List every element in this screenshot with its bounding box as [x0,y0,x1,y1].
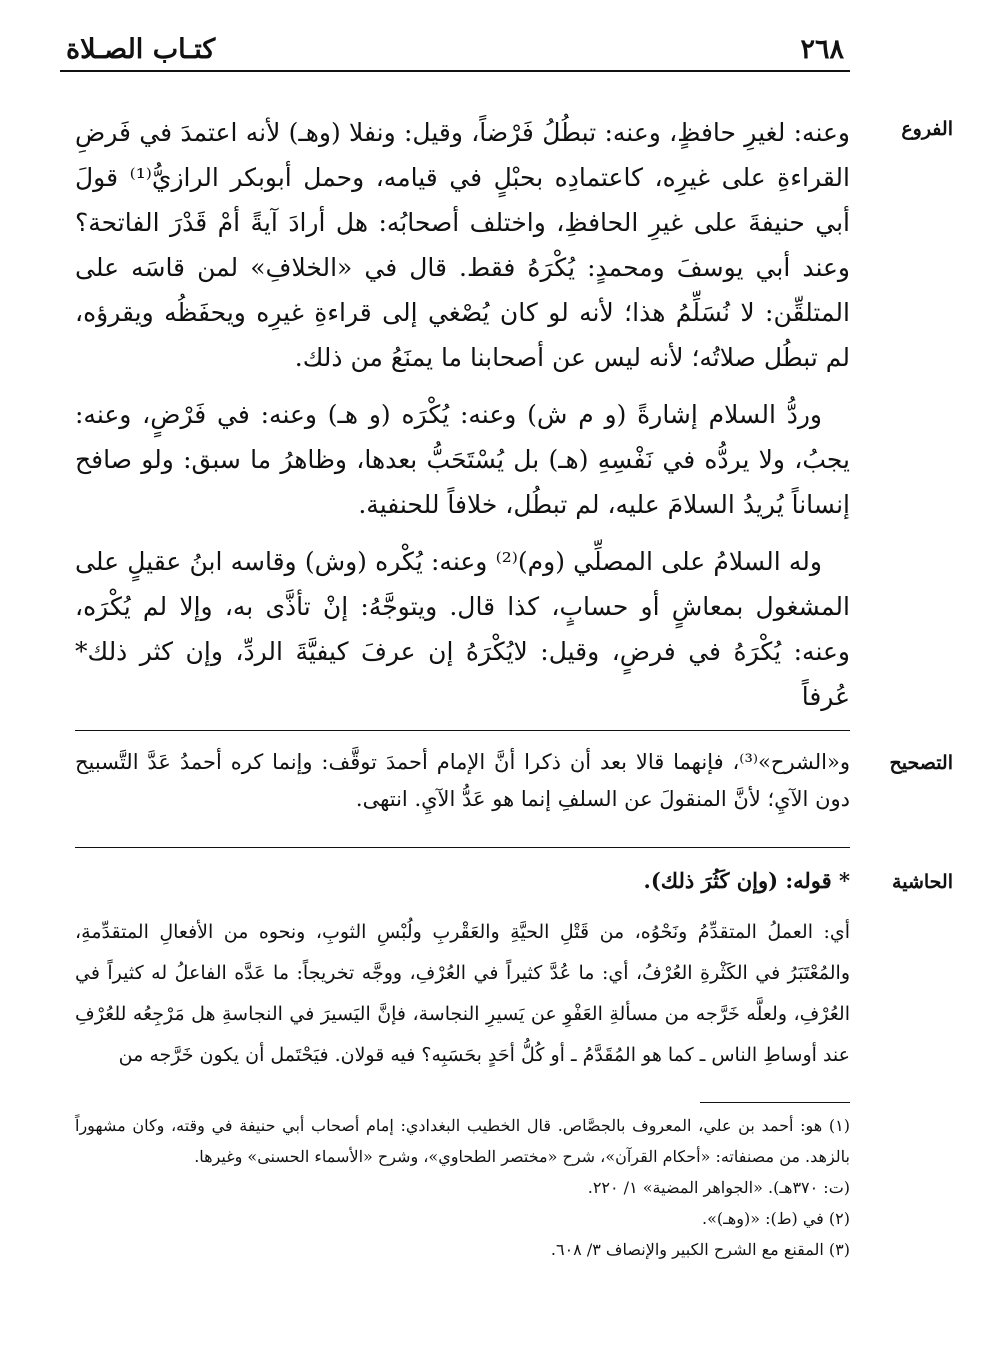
running-header [60,30,850,72]
main-paragraph-3: وله السلامُ على المصلِّي (وم)⁽²⁾ وعنه: يُكْره (وش) وقاسه ابنُ عقيلٍ على المشغول بمعاشٍ أو حسابٍ، كذا قال. ويتوجَّهُ: إنْ تأذَّى به، وإلا لم يُكْرَه، وعنه: يُكْرَهُ في فرضٍ، وقيل: لايُكْرَهُ إن عرفَ كيفيَّةَ الردِّ، وإن كثر ذلك* عُرفاً [75,547,850,711]
footnote-1: (١) هو: أحمد بن علي، المعروف بالجصَّاص. قال الخطيب البغدادي: إمام أصحاب أبي حنيفة في وقته، وكان مشهوراً بالزهد. من مصنفاته: «أحكام القرآن»، شرح «مختصر الطحاوي»، وشرح «الأسماء الحسنى» وغيرها. [75,1116,850,1166]
tashih-text: و«الشرح»⁽³⁾، فإنهما قالا بعد أن ذكرا أنَّ الإمام أحمدَ توقَّف: وإنما كره أحمدُ عَدَّ التَّسبيح دون الآيِ؛ لأنَّ المنقولَ عن السلفِ إنما هو عَدُّ الآيِ. انتهى. [75,750,850,811]
divider-tashih [75,847,850,848]
footnotes [75,1110,850,1265]
footnote-separator [700,1102,850,1103]
label-tashih: التصحيح [889,752,953,774]
main-paragraph-1: وعنه: لغيرِ حافظٍ، وعنه: تبطُلُ فَرْضاً، وقيل: ونفلا (وهـ) لأنه اعتمدَ في فَرضِ القراءةِ على غيرِه، كاعتمادِه بحبْلٍ في قيامه، وحمل أبوبكر الرازيُّ⁽¹⁾ قولَ أبي حنيفةَ على غيرِ الحافظِ، واختلف أصحابُه: هل أرادَ آيةً أمْ قَدْرَ الفاتحة؟ وعند أبي يوسفَ ومحمدٍ: يُكْرَهُ فقط. قال في «الخلافِ» لمن قاسَه على المتلقِّن: لا نُسَلِّمُ هذا؛ لأنه لو كان يُصْغي إلى قراءةِ غيرِه ويحفَظُه ويقرؤه، لم تبطُل صلاتُه؛ لأنه ليس عن أصحابنا ما يمنَعُ من ذلك. [75,118,850,372]
label-hashiya: الحاشية [892,871,953,893]
hashiya-heading: * قوله: (وإن كَثُرَ ذلك). [643,868,850,893]
hashiya-block [75,864,850,1076]
tashih-text-block [75,744,850,818]
book-title: كتـاب الصـلاة [66,34,216,65]
main-text [75,110,850,731]
footnote-1-death-date: (ت: ٣٧٠هـ). «الجواهر المضية» ١/ ٢٢٠. [587,1178,850,1197]
hashiya-text: أي: العملُ المتقدِّمُ ونَحْوُه، من قَتْلِ الحيَّةِ والعَقْربِ ولُبْسِ الثوبِ، ونحوه من الأفعالِ المتقدِّمةِ، والمُعْتَبَرُ في الكَثْرةِ العُرْفُ، أي: ما عُدَّ كثيراً في العُرْفِ، ووجَّه تخريجاً: ما عَدَّه الفاعلُ له كثيراً في العُرْفِ، ولعلَّه خَرَّجه من مسألةِ العَفْوِ عن يَسيرِ النجاسة، فإنَّ اليَسيرَ في النجاسةِ هل مَرْجِعُه للعُرْفِ عند أوساطِ الناس ـ كما هو المُقَدَّمُ ـ أو كُلُّ أحَدٍ بحَسَبِه؟ فيه قولان. فيَحْتَمل أن يكون خَرَّجه من [75,921,850,1066]
footnote-3: (٣) المقنع مع الشرح الكبير والإنصاف ٣/ ٦٠٨. [550,1240,850,1259]
page-number: ٢٦٨ [800,34,844,65]
label-furu: الفروع [901,118,953,140]
footnote-2: (٢) في (ط): «(وهـ)». [702,1209,850,1228]
main-paragraph-2: وردُّ السلام إشارةً (و م ش) وعنه: يُكْرَه (و هـ) وعنه: في فَرْضٍ، وعنه: يجبُ، ولا يردُّه في نَفْسِهِ (هـ) بل يُسْتَحَبُّ بعدها، وظاهرُ ما سبق: ولو صافح إنساناً يُريدُ السلامَ عليه، لم تبطُل، خلافاً للحنفية. [75,400,850,519]
divider-main [75,730,850,731]
